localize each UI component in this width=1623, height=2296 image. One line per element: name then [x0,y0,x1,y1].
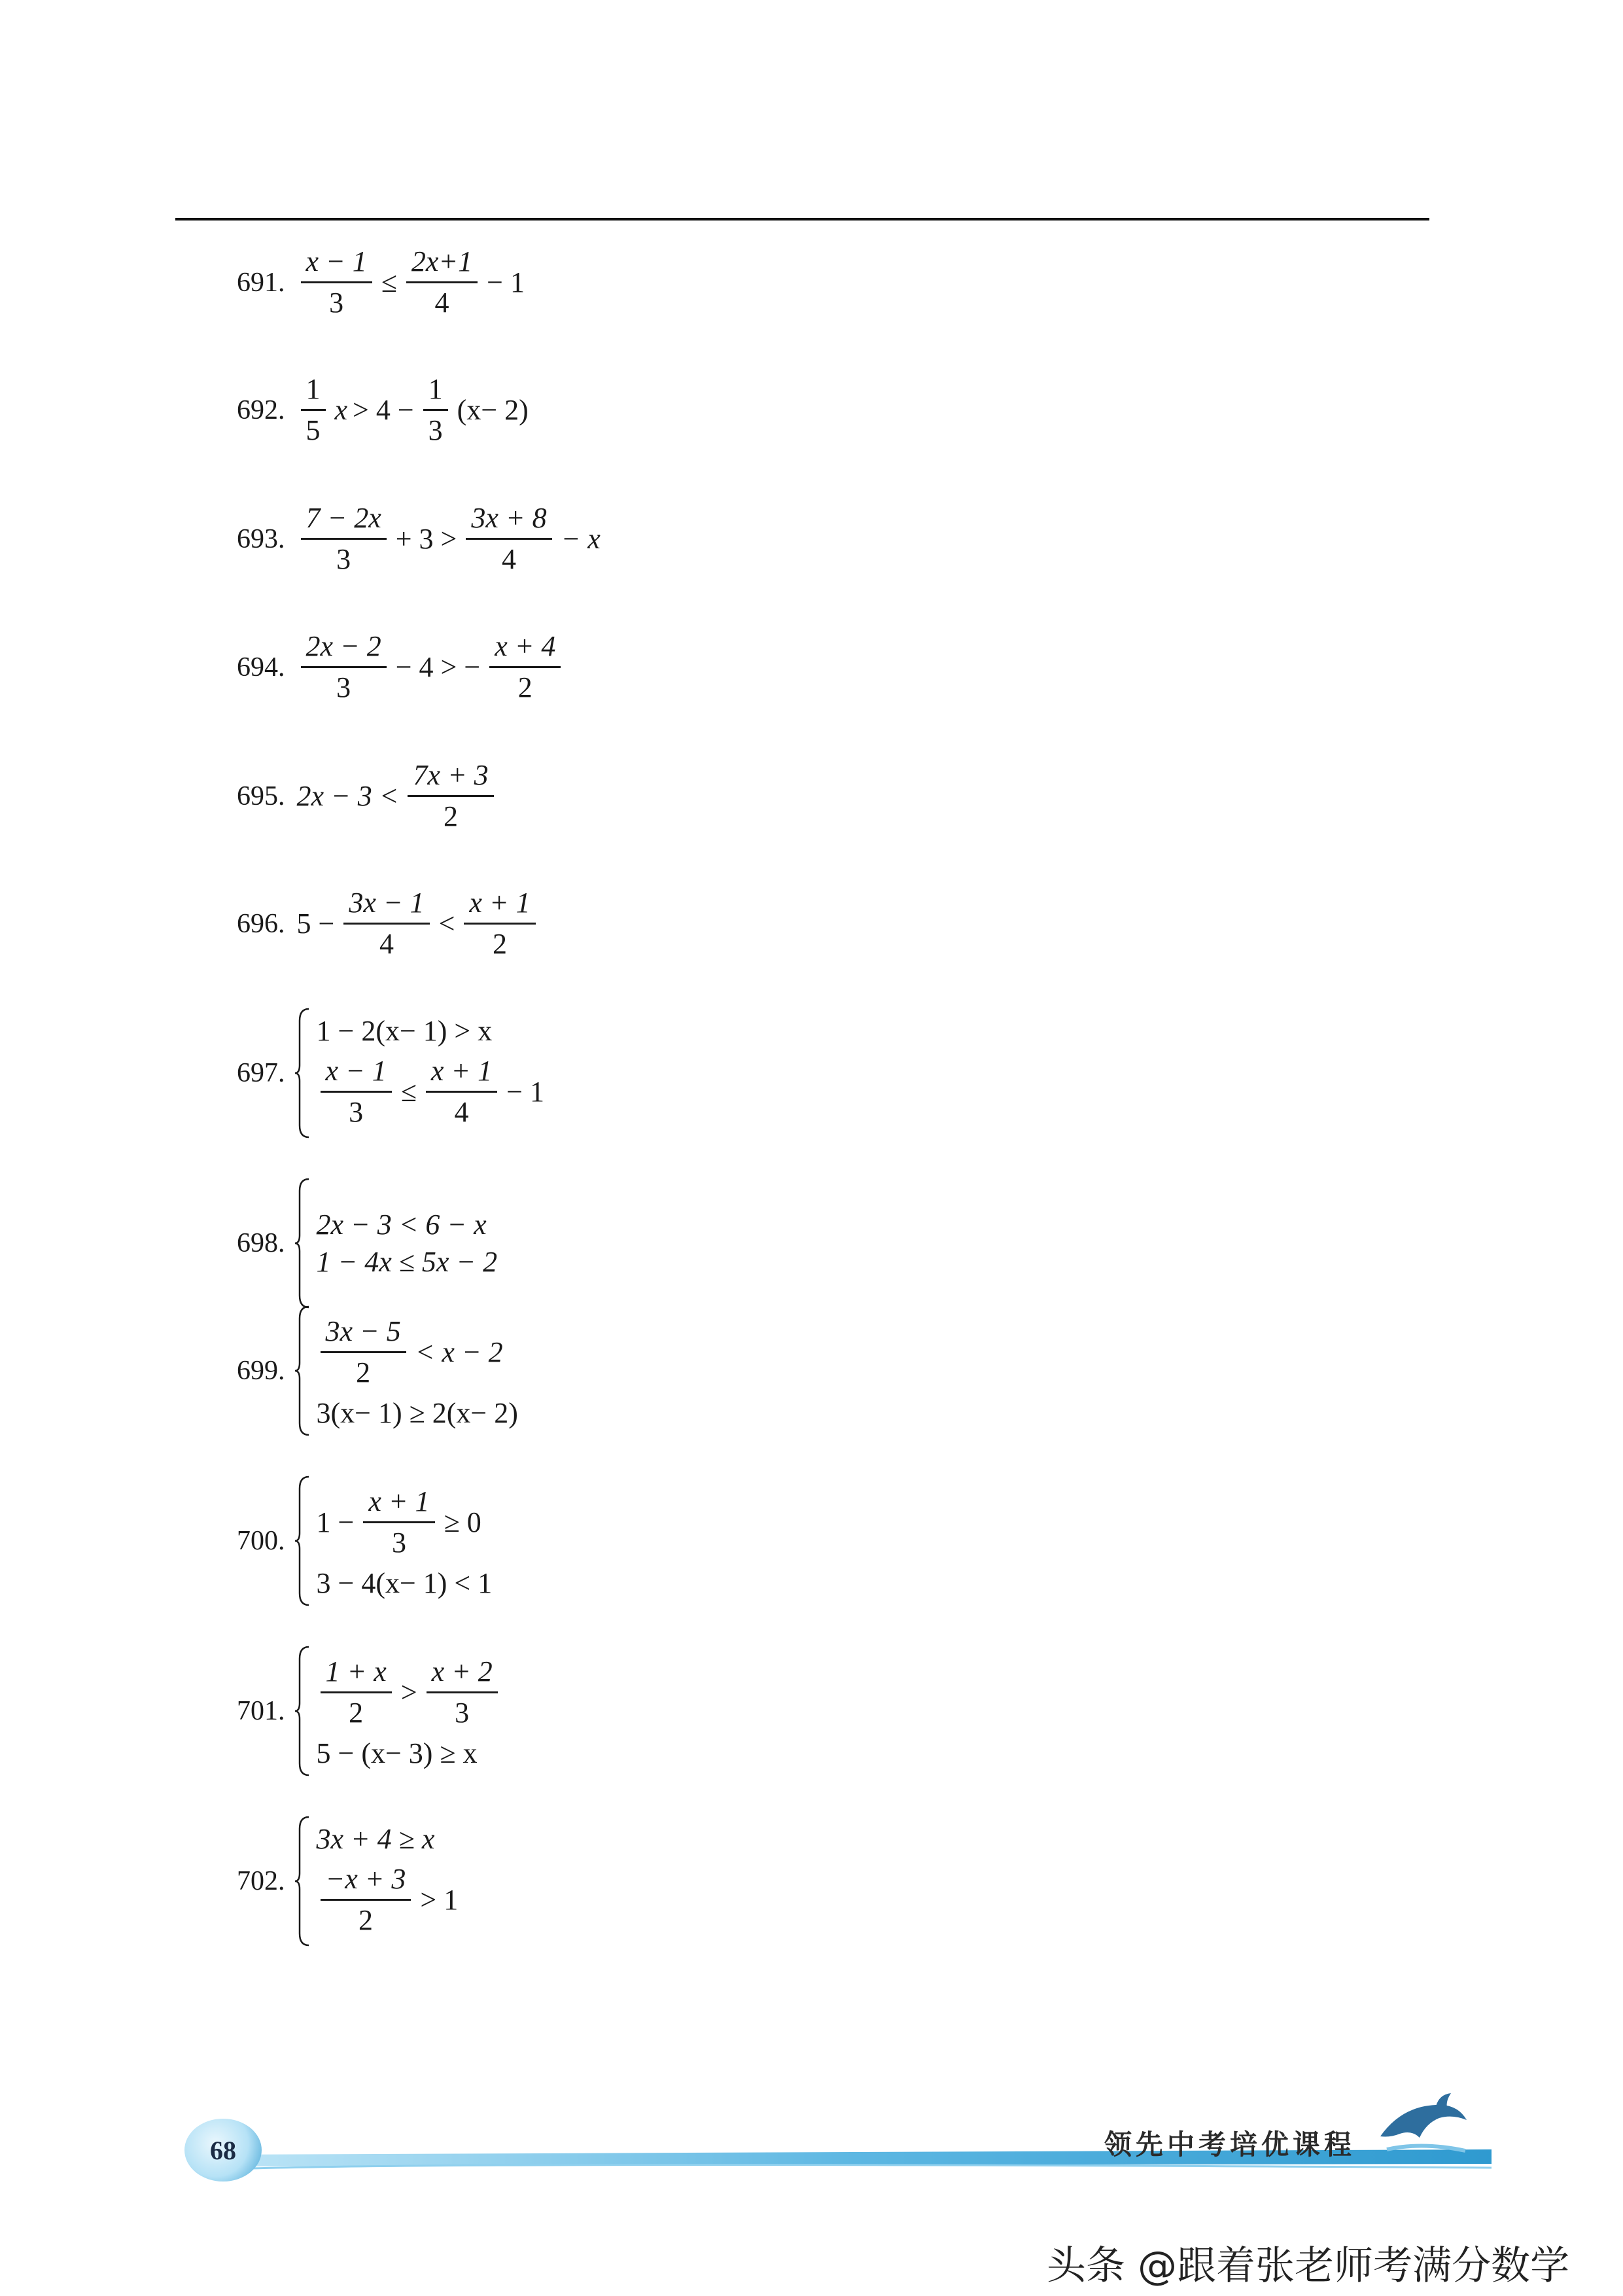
problem-number: 696. [237,908,285,939]
fraction: $\frac{1 + x}{2}$ [321,1652,392,1733]
inequality-system: $\frac{3x - 5}{2}$ < x − 2 3(x− 1) ≥ 2(x− 2) [294,1305,521,1436]
fraction: $\frac{x + 1}{4}$ [426,1051,497,1132]
problem-693: 693. $\frac{7 - 2x}{3}$ + 3 > $\frac{3x + 8}{4}$ − x [237,499,603,579]
problem-699 [237,1305,521,1436]
inequality-system: 3x + 4 ≥ x $\frac{-x + 3}{2}$ > 1 [294,1816,461,1947]
fraction: $\frac{3x + 8}{4}$ [466,499,551,579]
problem-number: 699. [237,1356,285,1386]
problem-number: 692. [237,395,285,425]
brace-icon [294,1475,310,1606]
fraction: $\frac{7 - 2x}{3}$ [301,499,387,579]
problem-695: 695. 2x − 3 < $\frac{7x + 3}{2}$ [237,756,500,836]
problem-number: 694. [237,652,285,682]
fraction: $\frac{2x+1}{4}$ [406,242,478,323]
fraction: $\frac{x + 1}{3}$ [363,1482,434,1563]
problem-number: 695. [237,781,285,811]
dolphin-logo-icon [1374,2091,1472,2163]
problem-702 [237,1816,461,1947]
problem-694: 694. $\frac{2x - 2}{3}$ − 4 > − $\frac{x + 4}{2}$ [237,627,567,707]
problem-number: 700. [237,1526,285,1556]
fraction: $\frac{1}{5}$ [301,370,326,450]
problem-number: 693. [237,523,285,554]
problem-696: 696. 5 − $\frac{3x - 1}{4}$ < $\frac{x + 1}{2}$ [237,883,542,964]
course-title: 领先中考培优课程 [1104,2128,1356,2161]
problem-number: 701. [237,1696,285,1726]
problem-number: 698. [237,1228,285,1258]
problem-number: 697. [237,1058,285,1088]
fraction: $\frac{3x - 1}{4}$ [343,883,429,964]
inequality-system: 2x − 3 < 6 − x 1 − 4x ≤ 5x − 2 [294,1178,500,1309]
problem-697 [237,1008,547,1139]
fraction: $\frac{x + 4}{2}$ [489,627,561,707]
watermark: 头条 @跟着张老师考满分数学 [1047,2243,1570,2289]
fraction: $\frac{x - 1}{3}$ [301,242,372,323]
problem-691: 691. $\frac{x - 1}{3}$ ≤ $\frac{2x+1}{4}$ − 1 [237,242,527,323]
brace-icon [294,1178,310,1309]
brace-icon [294,1008,310,1139]
problem-number: 691. [237,267,285,298]
inequality-system: 1 − $\frac{x + 1}{3}$ ≥ 0 3 − 4(x− 1) < 1 [294,1475,495,1606]
fraction: $\frac{3x - 5}{2}$ [321,1312,406,1392]
fraction: $\frac{x - 1}{3}$ [321,1051,392,1132]
fraction: $\frac{-x + 3}{2}$ [321,1860,411,1940]
inequality-system: $\frac{1 + x}{2}$ > $\frac{x + 2}{3}$ 5 − (x− 3) ≥ x [294,1646,504,1776]
problem-698 [237,1178,500,1309]
fraction: $\frac{x + 2}{3}$ [427,1652,498,1733]
fraction: $\frac{1}{3}$ [423,370,448,450]
problem-number: 702. [237,1866,285,1896]
inequality-system: 1 − 2(x− 1) > x $\frac{x - 1}{3}$ ≤ $\frac{x + 1}{4}$ − 1 [294,1008,547,1139]
brace-icon [294,1646,310,1776]
header-rule [175,218,1429,221]
problem-701 [237,1646,504,1776]
brace-icon [294,1305,310,1436]
page-number-badge: 68 [184,2119,262,2181]
fraction: $\frac{7x + 3}{2}$ [408,756,493,836]
relation: ≤ [381,266,397,298]
brace-icon [294,1816,310,1947]
fraction: $\frac{2x - 2}{3}$ [301,627,387,707]
problem-692: 692. $\frac{1}{5}$ x > 4 − $\frac{1}{3}$ (x− 2) [237,370,531,450]
fraction: $\frac{x + 1}{2}$ [464,883,535,964]
problem-700 [237,1475,495,1606]
